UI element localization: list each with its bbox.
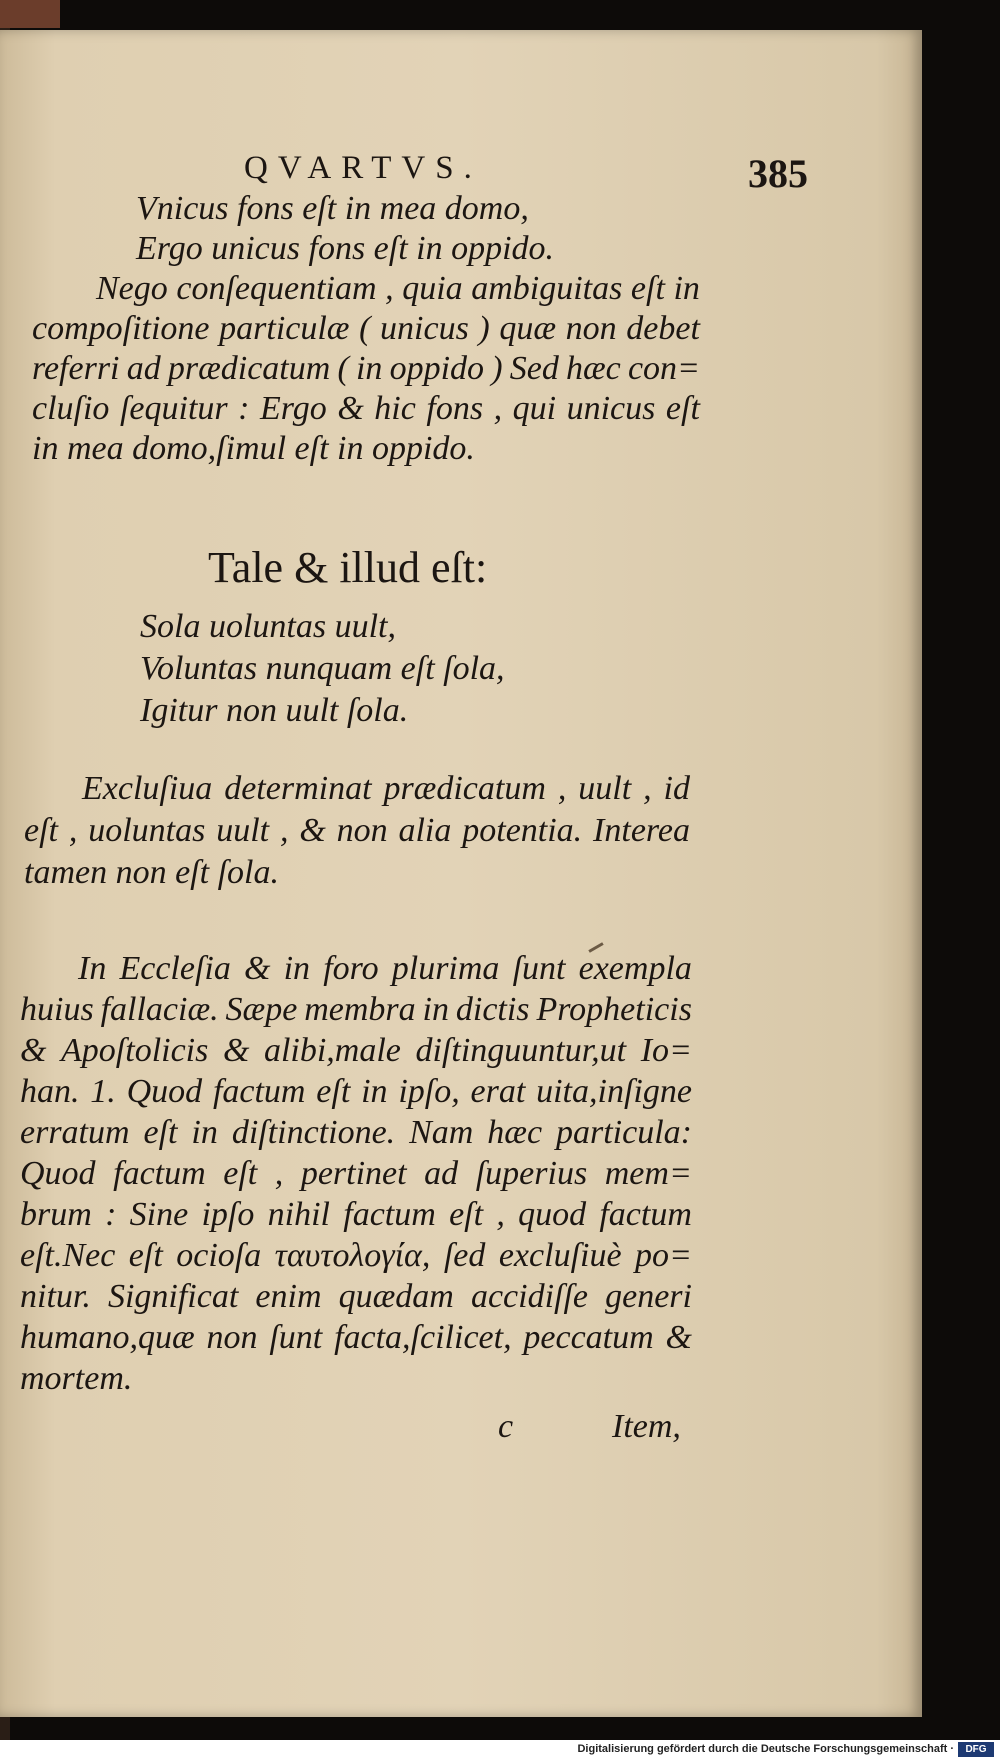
text-line: huius fallaciæ. Sæpe membra in dictis Propheticis: [20, 991, 692, 1028]
dfg-logo: DFG: [958, 1742, 994, 1757]
binding-edge: [0, 0, 60, 28]
text-line: Nego conſequentiam , quia ambiguitas eſt in: [96, 270, 700, 307]
funding-credit: Digitalisierung gefördert durch die Deutsche Forschungsgemeinschaft ·: [577, 1743, 954, 1755]
signature-mark: c: [498, 1408, 514, 1445]
text-line: Quod factum eſt , pertinet ad ſuperius mem=: [20, 1155, 692, 1192]
digitization-footer: [0, 1740, 1000, 1761]
text-line: Igitur non uult ſola.: [140, 692, 409, 729]
text-line: In Eccleſia & in foro plurima ſunt exempla: [78, 950, 692, 987]
text-line: & Apoſtolicis & alibi,male diſtinguuntur,ut Io=: [20, 1032, 692, 1069]
text-line: in mea domo,ſimul eſt in oppido.: [32, 430, 475, 467]
book-page: [0, 30, 922, 1717]
text-line: Excluſiua determinat prædicatum , uult , id: [82, 770, 690, 807]
text-line: han. 1. Quod factum eſt in ipſo, erat uita,inſigne: [20, 1073, 692, 1110]
running-title: QVARTVS.: [244, 150, 482, 186]
text-line: humano,quæ non ſunt facta,ſcilicet, peccatum &: [20, 1319, 692, 1356]
text-line: referri ad prædicatum ( in oppido ) Sed hæc con=: [32, 350, 700, 387]
text-line: brum : Sine ipſo nihil factum eſt , quod factum: [20, 1196, 692, 1233]
text-line: cluſio ſequitur : Ergo & hic fons , qui unicus eſt: [32, 390, 700, 427]
text-line: tamen non eſt ſola.: [24, 854, 279, 891]
text-line: Sola uoluntas uult,: [140, 608, 396, 645]
catchword: Item,: [612, 1408, 681, 1445]
section-heading: Tale & illud eſt:: [208, 543, 488, 592]
text-line: Ergo unicus fons eſt in oppido.: [136, 230, 555, 267]
text-line: eſt , uoluntas uult , & non alia potentia. Interea: [24, 812, 690, 849]
text-line: nitur. Significat enim quædam accidiſſe generi: [20, 1278, 692, 1315]
text-line: Voluntas nunquam eſt ſola,: [140, 650, 505, 687]
text-line: mortem.: [20, 1360, 133, 1397]
text-line: erratum eſt in diſtinctione. Nam hæc particula:: [20, 1114, 692, 1151]
text-line: eſt.Nec eſt ocioſa ταυτολογία, ſed excluſiuè po=: [20, 1237, 692, 1274]
text-line: Vnicus fons eſt in mea domo,: [136, 190, 529, 227]
text-line: compoſitione particulæ ( unicus ) quæ non debet: [32, 310, 700, 347]
page-number: 385: [748, 151, 808, 196]
